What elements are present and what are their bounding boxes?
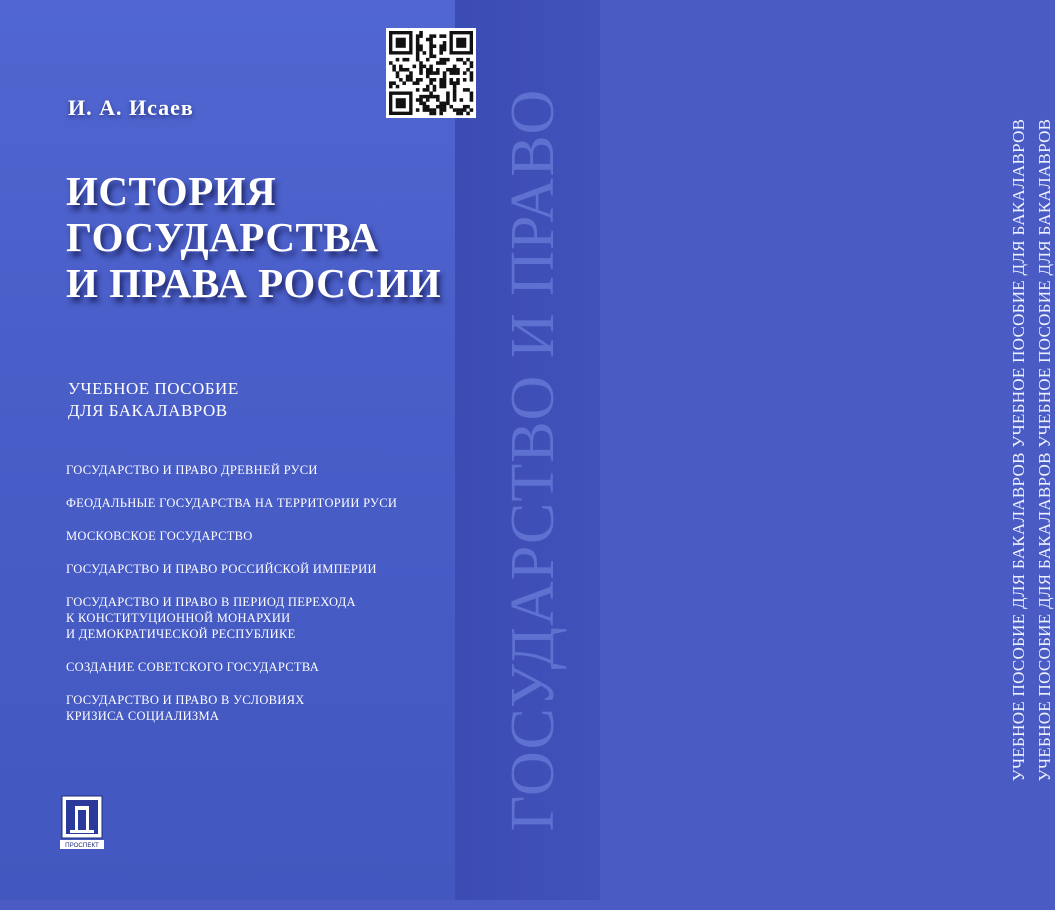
contents-item	[66, 495, 446, 511]
title-line: ГОСУДАРСТВА	[66, 214, 379, 260]
spine-band	[455, 0, 1054, 900]
contents-item	[66, 462, 446, 478]
spine-title: ГОСУДАРСТВО И ПРАВО	[499, 88, 567, 832]
title-line: И ПРАВА РОССИИ	[66, 260, 442, 306]
contents-item	[66, 528, 446, 544]
contents-line: К КОНСТИТУЦИОННОЙ МОНАРХИИ	[66, 611, 291, 625]
contents-item	[66, 692, 446, 724]
contents-line: ГОСУДАРСТВО И ПРАВО ДРЕВНЕЙ РУСИ	[66, 463, 318, 477]
book-subtitle	[68, 378, 239, 422]
contents-line: И ДЕМОКРАТИЧЕСКОЙ РЕСПУБЛИКЕ	[66, 627, 296, 641]
contents-line: СОЗДАНИЕ СОВЕТСКОГО ГОСУДАРСТВА	[66, 660, 320, 674]
qr-code-icon[interactable]	[386, 28, 476, 118]
subtitle-line: УЧЕБНОЕ ПОСОБИЕ	[68, 379, 239, 398]
spine-subtitle-1: УЧЕБНОЕ ПОСОБИЕ ДЛЯ БАКАЛАВРОВ УЧЕБНОЕ ПОСОБИЕ ДЛЯ БАКАЛАВРОВ	[1009, 118, 1028, 782]
subtitle-line: ДЛЯ БАКАЛАВРОВ	[68, 401, 228, 420]
title-line: ИСТОРИЯ	[66, 168, 277, 214]
contents-line: КРИЗИСА СОЦИАЛИЗМА	[66, 709, 220, 723]
contents-item	[66, 561, 446, 577]
contents-line: ГОСУДАРСТВО И ПРАВО В ПЕРИОД ПЕРЕХОДА	[66, 595, 356, 609]
book-title	[66, 168, 441, 306]
contents-line: ФЕОДАЛЬНЫЕ ГОСУДАРСТВА НА ТЕРРИТОРИИ РУСИ	[66, 496, 398, 510]
contents-line: ГОСУДАРСТВО И ПРАВО В УСЛОВИЯХ	[66, 693, 305, 707]
author-name: И. А. Исаев	[68, 95, 194, 120]
publisher-name: ПРОСПЕКТ	[65, 842, 99, 849]
spine-subtitle-2: УЧЕБНОЕ ПОСОБИЕ ДЛЯ БАКАЛАВРОВ УЧЕБНОЕ ПОСОБИЕ ДЛЯ БАКАЛАВРОВ	[1035, 118, 1054, 782]
prospekt-logo-icon	[58, 794, 106, 850]
contents-list	[66, 462, 446, 741]
contents-item	[66, 594, 446, 642]
contents-line: ГОСУДАРСТВО И ПРАВО РОССИЙСКОЙ ИМПЕРИИ	[66, 562, 377, 576]
contents-line: МОСКОВСКОЕ ГОСУДАРСТВО	[66, 529, 253, 543]
contents-item	[66, 659, 446, 675]
